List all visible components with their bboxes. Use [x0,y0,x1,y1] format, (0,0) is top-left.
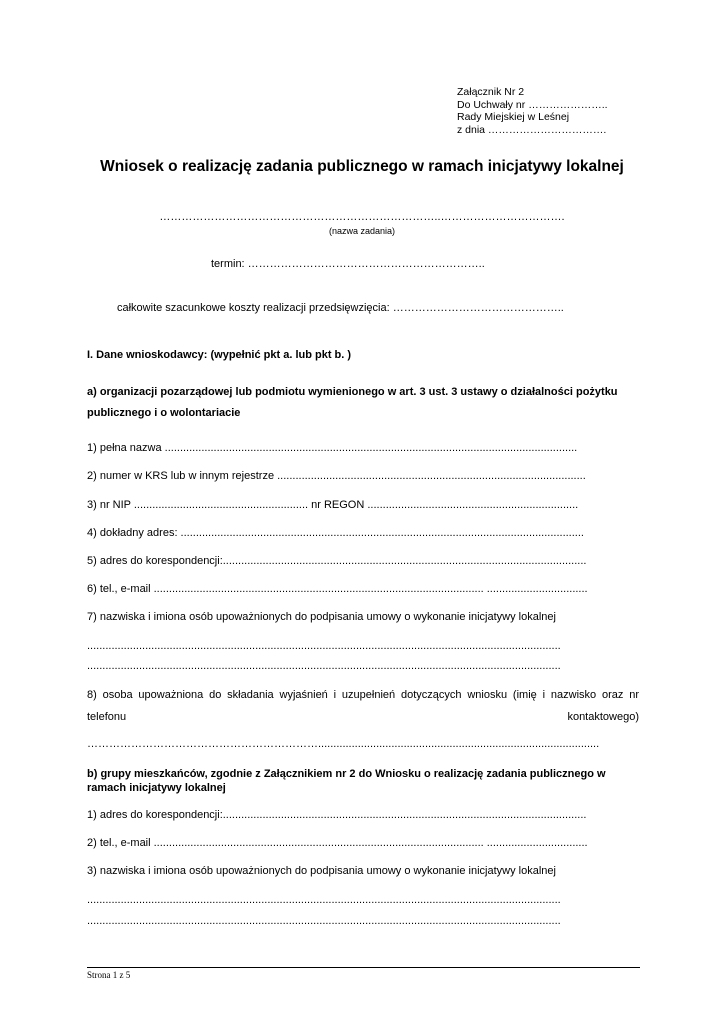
field-exact-address[interactable]: 4) dokładny adres: .................................................................................................................................... [87,527,584,539]
field-phone-email[interactable]: 6) tel., e-mail ............................................................................................................ ................................. [87,583,588,595]
section-applicant-data: I. Dane wnioskodawcy: (wypełnić pkt a. lub pkt b. ) [87,349,352,361]
field-correspondence-address[interactable]: 5) adres do korespondencji:....................................................................................................................... [87,555,587,567]
section-b-heading: b) grupy mieszkańców, zgodnie z Załącznikiem nr 2 do Wniosku o realizację zadania publicznego w ramach inicjatywy lokalnej [87,768,606,794]
field-b-correspondence-address[interactable]: 1) adres do korespondencji:....................................................................................................................... [87,809,587,821]
field-authorized-persons-label: 7) nazwiska i imiona osób upoważnionych do podpisania umowy o wykonanie inicjatywy lokalnej [87,611,556,623]
field-b-phone-email[interactable]: 2) tel., e-mail ............................................................................................................ ................................. [87,837,588,849]
deadline-field[interactable]: termin: ……………………………………………………….. [211,258,485,270]
attachment-number: Załącznik Nr 2 [457,86,525,98]
document-title: Wniosek o realizację zadania publicznego w ramach inicjatywy lokalnej [100,158,624,175]
field-authorized-persons-line-2[interactable]: ........................................................................................................................................................... [87,660,561,672]
attachment-header [457,86,608,136]
estimated-costs-field[interactable]: całkowite szacunkowe koszty realizacji przedsięwzięcia: ……………………………………….. [117,302,564,314]
task-name-field[interactable]: …………………………………………………………………..……………………………. [159,211,565,223]
field-b-authorized-persons-label: 3) nazwiska i imiona osób upoważnionych do podpisania umowy o wykonanie inicjatywy lokalnej [87,865,556,877]
resolution-number: Do Uchwały nr ………………….. [457,98,608,111]
field-contact-person-line[interactable]: ………………………………………………………............................................................................................ [87,738,600,750]
field-b-authorized-persons-line-2[interactable]: ........................................................................................................................................................... [87,915,561,927]
section-a-heading: a) organizacji pozarządowej lub podmiotu wymienionego w art. 3 ust. 3 ustawy o działalności pożytku publicznego i o wolontariacie [87,386,618,419]
field-nip-regon[interactable]: 3) nr NIP ......................................................... nr REGON ..................................................................... [87,499,579,511]
council-name: Rady Miejskiej w Leśnej [457,111,570,123]
footer-divider [87,967,640,968]
field-contact-person-label: 8) osoba upoważniona do składania wyjaśnień i uzupełnień dotyczących wniosku (imię i nazwisko oraz nr telefonu kontaktowego) [87,689,639,723]
resolution-date: z dnia ……………………………. [457,123,607,136]
task-name-caption: (nazwa zadania) [328,226,396,236]
page-number: Strona 1 z 5 [87,970,131,980]
field-full-name[interactable]: 1) pełna nazwa ....................................................................................................................................... [87,442,578,454]
field-krs-number[interactable]: 2) numer w KRS lub w innym rejestrze ..................................................................................................... [87,470,586,482]
field-authorized-persons-line-1[interactable]: ........................................................................................................................................................... [87,640,561,652]
field-b-authorized-persons-line-1[interactable]: ........................................................................................................................................................... [87,894,561,906]
